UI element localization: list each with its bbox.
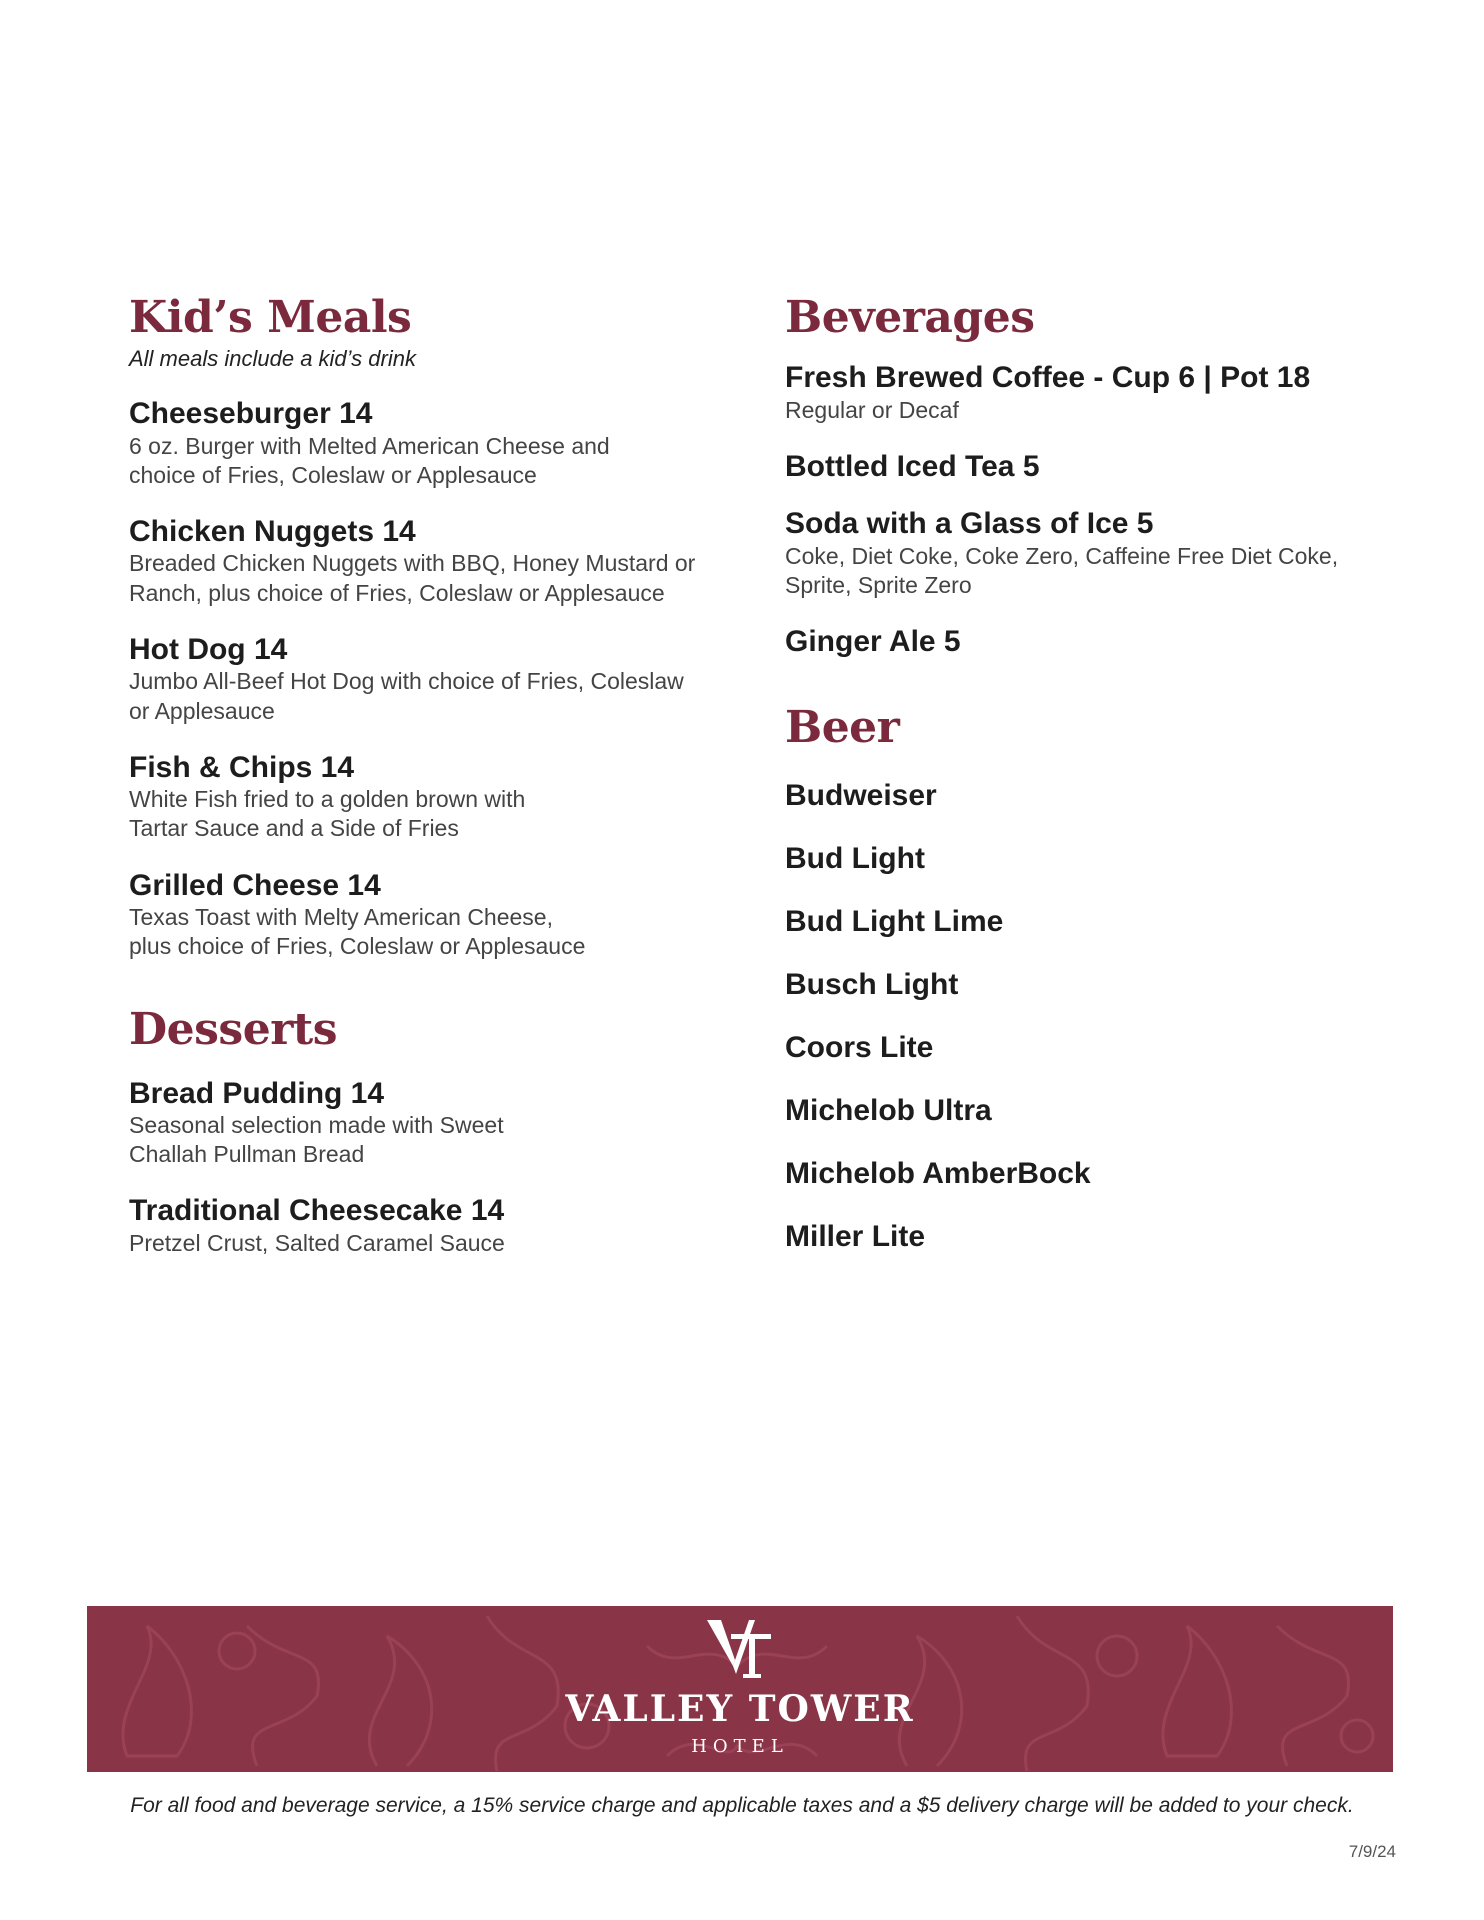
desserts-title: Desserts	[129, 1003, 337, 1055]
menu-item-name: Chicken Nuggets 14	[129, 514, 416, 548]
menu-item	[785, 626, 1375, 658]
menu-item-description: 6 oz. Burger with Melted American Cheese and choice of Fries, Coleslaw or Applesauce	[129, 432, 610, 488]
beer-item: Busch Light	[785, 967, 959, 1001]
menu-item	[129, 634, 729, 726]
beer-item: Bud Light Lime	[785, 904, 1004, 938]
beer-list	[785, 764, 1375, 1268]
hotel-name: VALLEY TOWER	[565, 1688, 915, 1730]
menu-item-name: Grilled Cheese 14	[129, 868, 381, 902]
beer-title: Beer	[785, 701, 900, 753]
beer-item: Michelob Ultra	[785, 1093, 992, 1127]
menu-item-name: Bread Pudding 14	[129, 1076, 385, 1110]
hotel-banner	[87, 1606, 1393, 1772]
menu-item-description: Breaded Chicken Nuggets with BBQ, Honey Mustard or Ranch, plus choice of Fries, Coleslaw or Applesauce	[129, 550, 696, 606]
menu-item	[129, 870, 729, 962]
menu-item-description: Jumbo All-Beef Hot Dog with choice of Fries, Coleslaw or Applesauce	[129, 668, 684, 724]
menu-item-name: Fish & Chips 14	[129, 750, 355, 784]
menu-item	[785, 508, 1375, 600]
service-charge-note: For all food and beverage service, a 15% service charge and applicable taxes and a $5 delivery charge will be added to your check.	[130, 1794, 1354, 1817]
menu-item-name: Fresh Brewed Coffee - Cup 6 | Pot 18	[785, 361, 1311, 394]
menu-item	[129, 1078, 729, 1170]
menu-item-description: Texas Toast with Melty American Cheese, plus choice of Fries, Coleslaw or Applesauce	[129, 904, 586, 960]
beverages-list	[785, 362, 1375, 658]
menu-item	[129, 752, 729, 844]
menu-item-name: Cheeseburger 14	[129, 397, 373, 430]
menu-item	[785, 362, 1375, 425]
vt-monogram-logo	[87, 1616, 1393, 1687]
menu-item	[785, 451, 1375, 483]
hotel-subtitle: HOTEL	[691, 1736, 789, 1757]
menu-item	[129, 398, 729, 490]
menu-item	[129, 516, 729, 608]
menu-date: 7/9/24	[1348, 1842, 1396, 1861]
menu-item-name: Ginger Ale 5	[785, 625, 961, 659]
menu-item-description: White Fish fried to a golden brown with Tartar Sauce and a Side of Fries	[129, 786, 526, 842]
desserts-list	[129, 1078, 729, 1259]
menu-item-name: Traditional Cheesecake 14	[129, 1194, 505, 1228]
beverages-title: Beverages	[785, 292, 1035, 343]
kids-meals-title: Kid’s Meals	[129, 292, 412, 343]
left-column	[129, 292, 729, 1258]
menu-item-name: Soda with a Glass of Ice 5	[785, 507, 1154, 541]
menu-item-description: Pretzel Crust, Salted Caramel Sauce	[129, 1229, 505, 1256]
beer-item: Budweiser	[785, 778, 937, 812]
kids-meals-note: All meals include a kid’s drink	[129, 346, 416, 371]
right-column	[785, 292, 1375, 1268]
kids-meals-list	[129, 398, 729, 962]
monogram-icon	[705, 1616, 775, 1682]
menu-item-description: Coke, Diet Coke, Coke Zero, Caffeine Free Diet Coke, Sprite, Sprite Zero	[785, 542, 1339, 598]
beer-item: Miller Lite	[785, 1219, 926, 1253]
beer-item: Michelob AmberBock	[785, 1156, 1091, 1190]
menu-item-description: Regular or Decaf	[785, 396, 959, 423]
menu-item-name: Bottled Iced Tea 5	[785, 449, 1040, 483]
menu-item-description: Seasonal selection made with Sweet Challah Pullman Bread	[129, 1112, 504, 1168]
menu-item	[129, 1195, 729, 1258]
menu-item-name: Hot Dog 14	[129, 632, 288, 666]
beer-item: Bud Light	[785, 841, 925, 875]
beer-item: Coors Lite	[785, 1030, 934, 1064]
